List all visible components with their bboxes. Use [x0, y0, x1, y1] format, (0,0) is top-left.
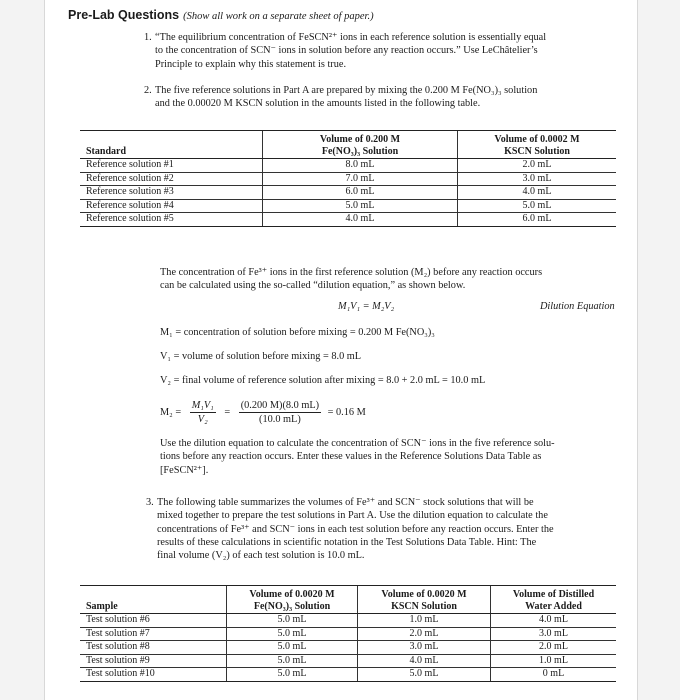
- fe-volume: 5.0 mL: [227, 627, 358, 641]
- question-line: final volume (V₂) of each test solution is 10.0 mL.: [157, 550, 365, 562]
- m2-calculation: [160, 399, 366, 427]
- row-label: Test solution #8: [80, 641, 227, 655]
- row-label: Test solution #9: [80, 654, 227, 668]
- question-line: “The equilibrium concentration of FeSCN²⁺ ions in each reference solution is essentially equal: [155, 32, 547, 43]
- question-line: The five reference solutions in Part A are prepared by mixing the 0.200 M Fe(NO₃)₃ solution: [155, 85, 538, 96]
- row-label: Reference solution #2: [80, 172, 263, 186]
- fe-volume: 5.0 mL: [227, 654, 358, 668]
- kscn-volume: 5.0 mL: [358, 668, 491, 682]
- fe-volume: 5.0 mL: [227, 614, 358, 628]
- page-header: [68, 9, 374, 23]
- calculation-result: = 0.16 M: [327, 407, 366, 419]
- page-margin-right: [637, 0, 680, 700]
- row-label: Reference solution #5: [80, 213, 263, 227]
- header-line: Fe(NO₃)₃ Solution: [253, 600, 331, 612]
- header-line: Volume of 0.0020 M: [381, 589, 467, 600]
- table-row: [80, 641, 616, 655]
- fe-volume: 6.0 mL: [263, 186, 458, 200]
- table-row: [80, 627, 616, 641]
- section-title: Pre-Lab Questions: [68, 8, 180, 22]
- kscn-volume: 4.0 mL: [458, 186, 617, 200]
- dilution-intro: [160, 266, 542, 293]
- question-number: 2.: [144, 85, 152, 96]
- table-row: [80, 159, 616, 173]
- header-line: Water Added: [525, 600, 582, 612]
- water-volume: 3.0 mL: [491, 627, 617, 641]
- header-line: Volume of 0.0002 M: [494, 134, 580, 145]
- header-line: Fe(NO₃)₃ Solution: [321, 145, 399, 157]
- page-margin-left: [0, 0, 45, 700]
- kscn-volume: 2.0 mL: [358, 627, 491, 641]
- kscn-volume: 4.0 mL: [358, 654, 491, 668]
- row-label: Reference solution #4: [80, 199, 263, 213]
- fraction-numeric: [239, 399, 321, 427]
- fraction-denominator: V₂: [197, 414, 208, 426]
- kscn-volume: 3.0 mL: [458, 172, 617, 186]
- header-line: KSCN Solution: [504, 145, 570, 157]
- question-line: and the 0.00020 M KSCN solution in the amounts listed in the following table.: [155, 98, 481, 110]
- column-header-water: [491, 586, 617, 614]
- fraction-denominator: (10.0 mL): [259, 414, 301, 426]
- question-line: concentrations of Fe³⁺ and SCN⁻ ions in each test solution before any reaction occurs. Enter the: [157, 523, 554, 535]
- row-label: Reference solution #3: [80, 186, 263, 200]
- header-line: Volume of Distilled: [512, 589, 595, 600]
- table-header-row: [80, 131, 616, 159]
- table-row: [80, 614, 616, 628]
- paragraph-line: The concentration of Fe³⁺ ions in the first reference solution (M₂) before any reaction occurs: [160, 267, 543, 278]
- table-header-row: [80, 586, 616, 614]
- fe-volume: 5.0 mL: [227, 641, 358, 655]
- table-row: [80, 172, 616, 186]
- question-number: 1.: [144, 32, 152, 43]
- fraction-symbolic: [190, 399, 216, 427]
- kscn-volume: 1.0 mL: [358, 614, 491, 628]
- header-line: Volume of 0.0020 M: [249, 589, 335, 600]
- column-header-fe: [227, 586, 358, 614]
- paragraph-line: tions before any reaction occurs. Enter these values in the Reference Solutions Data Table as: [160, 451, 542, 463]
- question-line: Principle to explain why this statement is true.: [155, 58, 347, 70]
- question-number: 3.: [146, 497, 154, 508]
- fe-volume: 4.0 mL: [263, 213, 458, 227]
- dilution-instruction: [160, 437, 555, 477]
- table-row: [80, 654, 616, 668]
- fraction-numerator: (0.200 M)(8.0 mL): [239, 399, 321, 413]
- kscn-volume: 2.0 mL: [458, 159, 617, 173]
- fe-volume: 5.0 mL: [263, 199, 458, 213]
- row-label: Test solution #7: [80, 627, 227, 641]
- water-volume: 0 mL: [491, 668, 617, 682]
- v2-definition: V₂ = final volume of reference solution after mixing = 8.0 + 2.0 mL = 10.0 mL: [160, 375, 486, 386]
- dilution-equation: M₁V₁ = M₂V₂: [338, 301, 395, 312]
- question-line: to the concentration of SCN⁻ ions in solution before any reaction occurs.” Use LeChâtelier’s: [155, 45, 538, 57]
- header-line: KSCN Solution: [391, 600, 457, 612]
- reference-solutions-table: [80, 130, 616, 227]
- column-header-kscn: [458, 131, 617, 159]
- section-note: (Show all work on a separate sheet of paper.): [183, 11, 374, 22]
- kscn-volume: 5.0 mL: [458, 199, 617, 213]
- m2-lhs: M₂ =: [160, 407, 182, 419]
- kscn-volume: 6.0 mL: [458, 213, 617, 227]
- column-header-fe: [263, 131, 458, 159]
- header-line: Volume of 0.200 M: [319, 134, 401, 145]
- column-header-sample: Sample: [80, 586, 227, 614]
- table-row: [80, 199, 616, 213]
- m1-definition: M₁ = concentration of solution before mixing = 0.200 M Fe(NO₃)₃: [160, 327, 435, 338]
- row-label: Reference solution #1: [80, 159, 263, 173]
- document-page: [66, 0, 618, 700]
- row-label: Test solution #10: [80, 668, 227, 682]
- question-line: The following table summarizes the volumes of Fe³⁺ and SCN⁻ stock solutions that will be: [157, 497, 534, 508]
- paragraph-line: Use the dilution equation to calculate the concentration of SCN⁻ ions in the five reference solu-: [160, 438, 555, 449]
- water-volume: 1.0 mL: [491, 654, 617, 668]
- column-header-kscn: [358, 586, 491, 614]
- row-label: Test solution #6: [80, 614, 227, 628]
- fraction-numerator: M₁V₁: [190, 399, 216, 413]
- fe-volume: 8.0 mL: [263, 159, 458, 173]
- paragraph-line: [FeSCN²⁺].: [160, 464, 209, 476]
- table-row: [80, 668, 616, 682]
- paragraph-line: can be calculated using the so-called “dilution equation,” as shown below.: [160, 280, 466, 292]
- water-volume: 2.0 mL: [491, 641, 617, 655]
- table-row: [80, 186, 616, 200]
- fe-volume: 7.0 mL: [263, 172, 458, 186]
- question-line: mixed together to prepare the test solutions in Part A. Use the dilution equation to calculate the: [157, 510, 548, 522]
- test-solutions-table: [80, 585, 616, 682]
- column-header-standard: Standard: [80, 131, 263, 159]
- dilution-equation-label: Dilution Equation: [540, 301, 615, 312]
- table-row: [80, 213, 616, 227]
- question-line: results of these calculations in scientific notation in the Test Solutions Data Table. Hint: The: [157, 536, 537, 548]
- equals-sign: =: [224, 407, 231, 419]
- kscn-volume: 3.0 mL: [358, 641, 491, 655]
- fe-volume: 5.0 mL: [227, 668, 358, 682]
- v1-definition: V₁ = volume of solution before mixing = 8.0 mL: [160, 351, 362, 362]
- water-volume: 4.0 mL: [491, 614, 617, 628]
